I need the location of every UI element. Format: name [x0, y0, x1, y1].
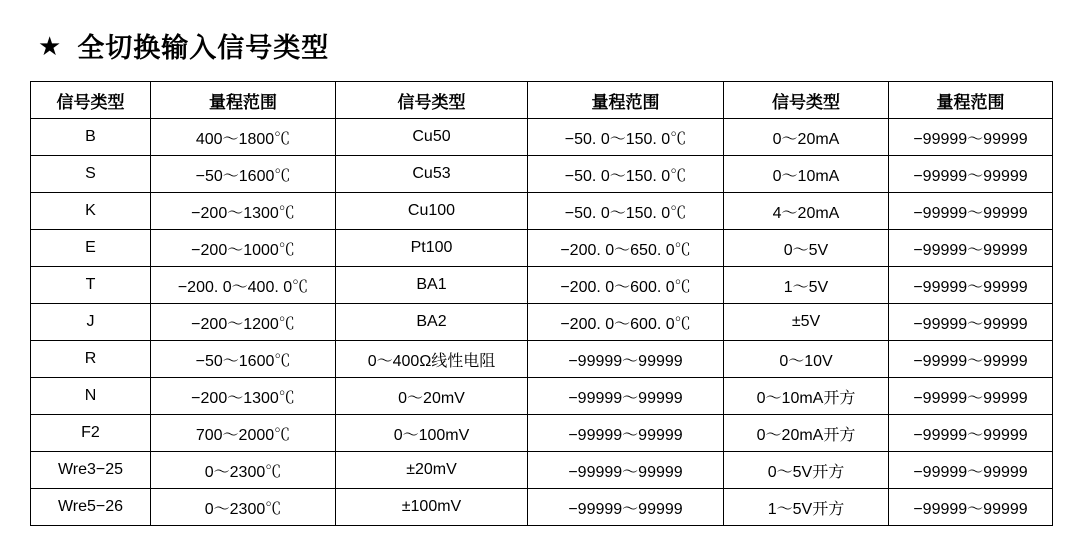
table-cell: BA1 — [336, 267, 528, 304]
table-cell: −99999～99999 — [528, 452, 724, 489]
table-cell: K — [31, 193, 151, 230]
table-row — [31, 156, 1053, 193]
table-cell: 0～2300℃ — [151, 452, 336, 489]
column-header: 信号类型 — [31, 82, 151, 119]
table-cell: 0～20mV — [336, 378, 528, 415]
table-cell: Cu50 — [336, 119, 528, 156]
table-cell: −200～1300℃ — [151, 193, 336, 230]
table-cell: −200～1200℃ — [151, 304, 336, 341]
table-cell: −99999～99999 — [889, 415, 1053, 452]
table-cell: 0～10V — [724, 341, 889, 378]
table-cell: −200. 0～600. 0℃ — [528, 304, 724, 341]
table-cell: −50. 0～150. 0℃ — [528, 156, 724, 193]
table-cell: 0～5V开方 — [724, 452, 889, 489]
table-cell: BA2 — [336, 304, 528, 341]
table-cell: 400～1800℃ — [151, 119, 336, 156]
table-cell: 4～20mA — [724, 193, 889, 230]
table-cell: Wre3−25 — [31, 452, 151, 489]
table-cell: −99999～99999 — [889, 156, 1053, 193]
table-cell: −99999～99999 — [889, 341, 1053, 378]
table-cell: −200～1000℃ — [151, 230, 336, 267]
table-cell: 0～5V — [724, 230, 889, 267]
table-cell: S — [31, 156, 151, 193]
table-row — [31, 267, 1053, 304]
table-cell: ±20mV — [336, 452, 528, 489]
table-cell: 0～20mA — [724, 119, 889, 156]
table-cell: B — [31, 119, 151, 156]
table-cell: Cu100 — [336, 193, 528, 230]
table-cell: Pt100 — [336, 230, 528, 267]
table-cell: ±5V — [724, 304, 889, 341]
table-cell: N — [31, 378, 151, 415]
table-cell: −99999～99999 — [528, 378, 724, 415]
table-cell: 0～100mV — [336, 415, 528, 452]
page-title: 全切换输入信号类型 — [77, 33, 330, 63]
table-cell: 0～10mA开方 — [724, 378, 889, 415]
table-cell: −99999～99999 — [528, 489, 724, 526]
table-cell: −99999～99999 — [889, 230, 1053, 267]
table-cell: −99999～99999 — [889, 193, 1053, 230]
table-cell: F2 — [31, 415, 151, 452]
table-cell: −99999～99999 — [889, 304, 1053, 341]
table-cell: −99999～99999 — [528, 341, 724, 378]
table-cell: −99999～99999 — [889, 119, 1053, 156]
table-cell: −50～1600℃ — [151, 341, 336, 378]
table-cell: T — [31, 267, 151, 304]
table-cell: ±100mV — [336, 489, 528, 526]
table-cell: −50. 0～150. 0℃ — [528, 119, 724, 156]
table-cell: R — [31, 341, 151, 378]
table-cell: −50. 0～150. 0℃ — [528, 193, 724, 230]
column-header: 量程范围 — [889, 82, 1053, 119]
column-header: 信号类型 — [336, 82, 528, 119]
column-header: 量程范围 — [528, 82, 724, 119]
table-cell: −200～1300℃ — [151, 378, 336, 415]
table-cell: 0～20mA开方 — [724, 415, 889, 452]
table-cell: −200. 0～600. 0℃ — [528, 267, 724, 304]
table-cell: −200. 0～400. 0℃ — [151, 267, 336, 304]
table-row — [31, 378, 1053, 415]
table-header-row — [31, 82, 1053, 119]
table-cell: 0～2300℃ — [151, 489, 336, 526]
table-row — [31, 304, 1053, 341]
table-row — [31, 489, 1053, 526]
table-cell: J — [31, 304, 151, 341]
star-icon: ★ — [38, 30, 62, 61]
table-cell: E — [31, 230, 151, 267]
table-cell: −99999～99999 — [889, 378, 1053, 415]
table-cell: 1～5V — [724, 267, 889, 304]
table-cell: 0～10mA — [724, 156, 889, 193]
table-cell: −99999～99999 — [528, 415, 724, 452]
table-row — [31, 193, 1053, 230]
table-row — [31, 119, 1053, 156]
table-cell: −99999～99999 — [889, 452, 1053, 489]
table-cell: 700～2000℃ — [151, 415, 336, 452]
table-row — [31, 415, 1053, 452]
section-heading — [38, 26, 1052, 65]
table-row — [31, 230, 1053, 267]
table-cell: −50～1600℃ — [151, 156, 336, 193]
signal-type-table — [30, 81, 1053, 526]
table-header — [31, 82, 1053, 119]
column-header: 量程范围 — [151, 82, 336, 119]
table-cell: 1～5V开方 — [724, 489, 889, 526]
table-cell: 0～400Ω线性电阻 — [336, 341, 528, 378]
column-header: 信号类型 — [724, 82, 889, 119]
table-row — [31, 341, 1053, 378]
table-cell: Cu53 — [336, 156, 528, 193]
table-row — [31, 452, 1053, 489]
table-cell: −200. 0～650. 0℃ — [528, 230, 724, 267]
table-cell: Wre5−26 — [31, 489, 151, 526]
table-cell: −99999～99999 — [889, 489, 1053, 526]
table-cell: −99999～99999 — [889, 267, 1053, 304]
table-body — [31, 119, 1053, 526]
